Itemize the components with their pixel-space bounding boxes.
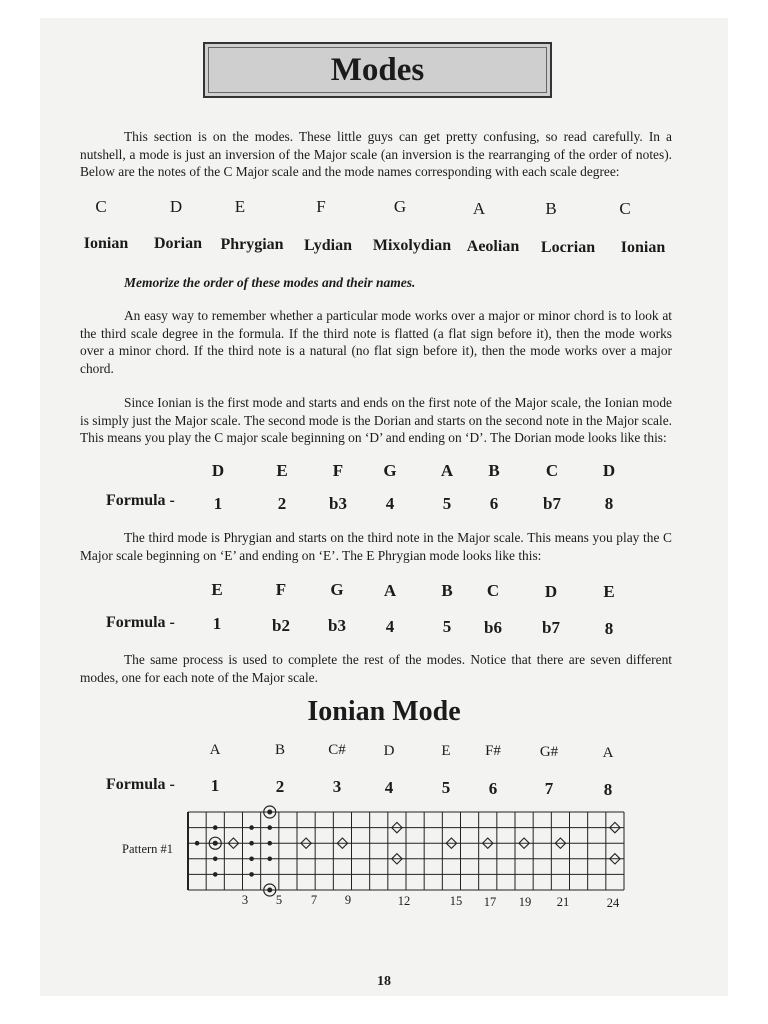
ionian-heading: Ionian Mode xyxy=(307,696,461,727)
formula-label: Formula - xyxy=(106,492,175,509)
note-cell: C xyxy=(95,197,107,216)
note-dot xyxy=(267,857,272,862)
note-cell: A xyxy=(602,745,614,761)
note-dot xyxy=(267,825,272,830)
mode-name: Ionian xyxy=(83,235,129,252)
note-cell: E xyxy=(441,743,451,759)
mode-name: Ionian xyxy=(620,239,666,256)
formula-cell: 8 xyxy=(603,780,613,799)
note-cell: E xyxy=(603,582,615,601)
note-cell: D xyxy=(169,197,183,216)
fret-number: 9 xyxy=(344,893,352,907)
note-dot xyxy=(213,825,218,830)
note-dot xyxy=(267,841,272,846)
mode-name: Lydian xyxy=(303,237,353,254)
note-cell: B xyxy=(441,581,453,600)
note-cell: B xyxy=(274,742,286,758)
formula-cell: b3 xyxy=(328,616,346,635)
formula-cell: b6 xyxy=(484,618,502,637)
note-cell: A xyxy=(209,742,221,758)
formula-cell: 3 xyxy=(332,777,342,796)
fret-number: 5 xyxy=(275,893,283,907)
formula-cell: 2 xyxy=(277,494,287,513)
paragraph-4-text: The third mode is Phrygian and starts on the third note in the Major scale. This means you play the C Major scale beginning on ‘E’ and ending on ‘E’. The E Phrygian mode looks like this: xyxy=(80,530,672,563)
formula-cell: 1 xyxy=(213,494,223,513)
note-cell: D xyxy=(211,461,225,480)
fret-number: 17 xyxy=(483,895,497,909)
formula-cell: 2 xyxy=(275,777,285,796)
note-cell: G xyxy=(330,580,344,599)
note-cell: C xyxy=(545,461,559,480)
note-cell: A xyxy=(383,581,397,600)
paragraph-3-text: Since Ionian is the first mode and starts and ends on the first note of the Major scale, the Ionian mode is simply just the Major scale. The second mode is the Dorian and starts on the second note in the Major scale. This means you play the C major scale beginning on ‘D’ and ending on ‘D’. The Dorian mode looks like this: xyxy=(80,395,672,445)
formula-cell: b2 xyxy=(272,616,290,635)
note-cell: B xyxy=(545,199,557,218)
note-cell: B xyxy=(488,461,500,480)
note-cell: G xyxy=(393,197,407,216)
note-cell: G xyxy=(383,461,397,480)
mode-name: Phrygian xyxy=(220,236,284,253)
mode-name: Dorian xyxy=(154,235,202,252)
fret-number: 3 xyxy=(241,893,249,907)
formula-cell: 5 xyxy=(442,494,452,513)
formula-cell: 7 xyxy=(544,779,554,798)
formula-cell: b7 xyxy=(543,494,561,513)
formula-cell: 8 xyxy=(604,619,614,638)
fret-number: 21 xyxy=(556,895,570,909)
formula-cell: 8 xyxy=(604,494,614,513)
formula-label: Formula - xyxy=(106,614,175,631)
formula-cell: 4 xyxy=(385,494,395,513)
note-dot xyxy=(249,857,254,862)
fret-number: 15 xyxy=(449,894,463,908)
formula-cell: 4 xyxy=(384,778,394,797)
note-dot xyxy=(249,825,254,830)
note-cell: G# xyxy=(539,744,559,760)
note-dot xyxy=(195,841,200,846)
mode-name: Locrian xyxy=(540,239,596,256)
formula-cell: 4 xyxy=(385,617,395,636)
fret-number: 7 xyxy=(310,893,318,907)
formula-cell: b3 xyxy=(329,494,347,513)
formula-cell: 6 xyxy=(488,779,498,798)
note-dot xyxy=(249,841,254,846)
note-cell: A xyxy=(472,199,486,218)
fret-number: 12 xyxy=(397,894,411,908)
note-cell: C xyxy=(619,199,631,218)
note-cell: A xyxy=(440,461,454,480)
note-cell: D xyxy=(544,582,558,601)
note-cell: F xyxy=(316,197,326,216)
note-cell: E xyxy=(211,580,223,599)
fret-number: 19 xyxy=(518,895,532,909)
formula-cell: 1 xyxy=(210,776,220,795)
formula-cell: b7 xyxy=(542,618,560,637)
note-cell: D xyxy=(602,461,616,480)
note-cell: F xyxy=(275,580,287,599)
page-title: Modes xyxy=(203,42,552,98)
paragraph-2-text: An easy way to remember whether a particular mode works over a major or minor chord is to look at the third scale degree in the formula. If the third note is flatted (a flat sign before it), then the mode works over a minor chord. If the third note is a natural (no flat sign before it), then the mode works over a major chord. xyxy=(80,308,672,376)
formula-cell: 6 xyxy=(489,494,499,513)
root-dot xyxy=(267,888,272,893)
page-number: 18 xyxy=(377,974,391,989)
paragraph-5-text: The same process is used to complete the rest of the modes. Notice that there are seven different modes, one for each note of the Major scale. xyxy=(80,652,672,685)
formula-cell: 1 xyxy=(212,614,222,633)
fret-number: 24 xyxy=(606,896,620,910)
root-dot xyxy=(213,841,218,846)
mode-name: Mixolydian xyxy=(372,237,452,254)
formula-cell: 5 xyxy=(441,778,451,797)
formula-label: Formula - xyxy=(106,776,175,793)
root-dot xyxy=(267,810,272,815)
note-cell: D xyxy=(383,743,395,759)
note-dot xyxy=(213,872,218,877)
note-cell: E xyxy=(234,197,246,216)
note-cell: F# xyxy=(485,743,501,759)
note-cell: C xyxy=(486,581,500,600)
formula-cell: 5 xyxy=(442,617,452,636)
note-dot xyxy=(213,857,218,862)
note-dot xyxy=(249,872,254,877)
intro-text: This section is on the modes. These little guys can get pretty confusing, so read carefully. In a nutshell, a mode is just an inversion of the Major scale (an inversion is the rearranging of the order of notes). Below are the notes of the C Major scale and the mode names corresponding with each scale degree: xyxy=(80,129,672,179)
memorize-note: Memorize the order of these modes and their names. xyxy=(124,275,416,290)
note-cell: E xyxy=(276,461,288,480)
mode-name: Aeolian xyxy=(466,238,520,255)
note-cell: F xyxy=(332,461,344,480)
note-cell: C# xyxy=(328,742,346,758)
pattern-label: Pattern #1 xyxy=(122,842,174,856)
